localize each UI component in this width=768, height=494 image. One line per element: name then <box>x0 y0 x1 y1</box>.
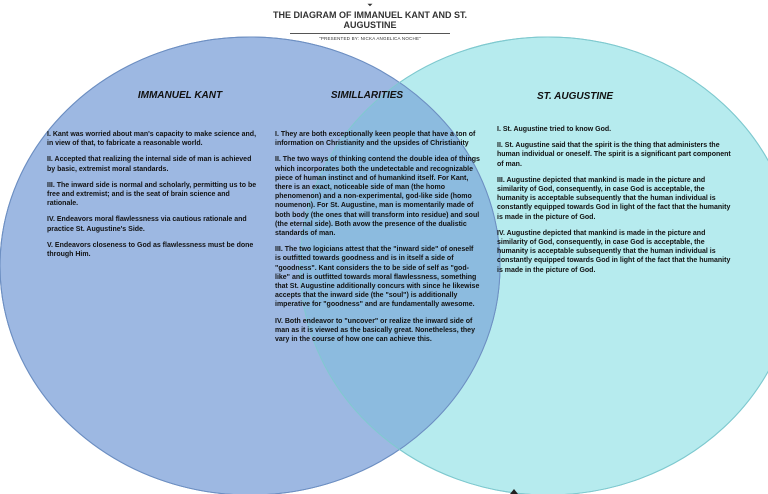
diagram-subtitle: "PRESENTED BY: NICKA ANGELICA NOCHE" <box>319 36 421 41</box>
kant-point: V. Endeavors closeness to God as flawlessness must be done through Him. <box>47 241 254 259</box>
diagram-title: THE DIAGRAM OF IMMANUEL KANT AND ST. AUGUSTINE <box>273 10 467 30</box>
similarity-point: II. The two ways of thinking contend the double idea of things which incorporates both the undetectable and recognizable piece of human instinct and of humankind itself. For Kant, there is an exact, noticeable side of man (the homo phenomenon) and a non-experimental, god-like side (homo noumenon). For St. Augustine, man is momentarily made of both body (the ones that will transform into residue) and soul (the eternal side). Both avow the presence of the dualistic standards of man. <box>275 156 480 238</box>
similarities-heading: SIMILLARITIES <box>330 90 404 101</box>
augustine-point: IV. Augustine depicted that mankind is made in the picture and similarity of God, consequently, in case God is acceptable, the humanity is acceptable subsequently that the human individual is constantly equipped towards God in light of the fact that the humanity is made in the picture of God. <box>497 229 731 274</box>
similarity-point: III. The two logicians attest that the "inward side" of oneself is outfitted towards goodness and is in itself a side of "goodness". Kant considers the to be side of self as "god-like" and is outfitted towards moral flawlessness, something that St. Augustine additionally concurs with since he likewise accepts that the inward side (the "soul") is additionally imperative for "goodness" and are fundamentally awesome. <box>275 246 480 309</box>
similarities-points <box>275 130 481 351</box>
similarity-point: I. They are both exceptionally keen people that have a ton of information on Christianity and the upsides of Christianity <box>275 131 476 148</box>
kant-point: IV. Endeavors moral flawlessness via cautious rationale and practice St. Augustine's Side. <box>47 216 247 233</box>
title-divider <box>290 33 450 34</box>
pin-icon: ⏷ <box>367 2 373 9</box>
kant-point: II. Accepted that realizing the internal side of man is achieved by basic, extremist moral standards. <box>47 156 252 173</box>
cursor-icon <box>510 489 518 494</box>
augustine-point: III. Augustine depicted that mankind is made in the picture and similarity of God, consequently, in case God is acceptable, the humanity is acceptable subsequently that the human individual is constantly equipped towards God in light of the fact that the humanity is made in the picture of God. <box>497 176 731 221</box>
augustine-point: II. St. Augustine said that the spirit is the thing that administers the human individual or oneself. The spirit is a significant part component of man. <box>497 142 731 168</box>
kant-points <box>47 130 257 266</box>
kant-point: III. The inward side is normal and scholarly, permitting us to be free and extremist; and is the seat of brain science and rationale. <box>47 181 257 208</box>
similarity-point: IV. Both endeavor to "uncover" or realize the inward side of man as it is viewed as the basically great. Nonetheless, they vary in the course of how one can achieve this. <box>275 317 475 344</box>
diagram-header <box>260 2 480 41</box>
augustine-heading: ST. AUGUSTINE <box>536 91 614 102</box>
kant-point: I. Kant was worried about man's capacity to make science and, in view of that, to fabricate a reasonable world. <box>47 131 257 148</box>
augustine-points <box>497 125 737 282</box>
kant-heading: IMMANUEL KANT <box>137 90 223 101</box>
augustine-point: I. St. Augustine tried to know God. <box>497 126 612 133</box>
